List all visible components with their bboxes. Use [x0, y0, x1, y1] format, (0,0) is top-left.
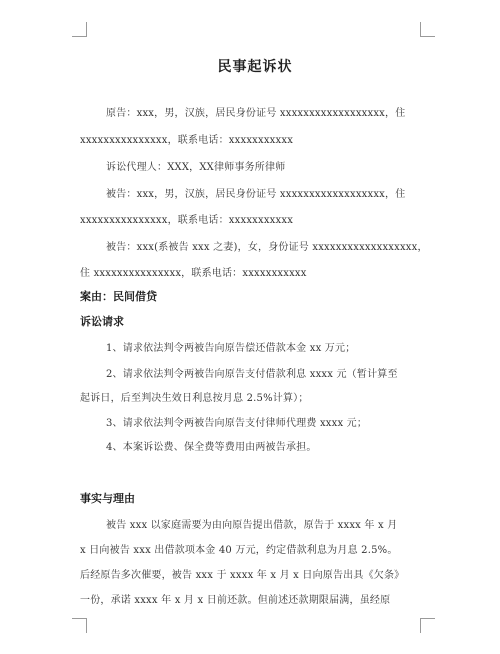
facts-heading: 事实与理由 [80, 492, 135, 505]
facts-line-3: 后经原告多次催要，被告 xxx 于 xxxx 年 x 月 x 日向原告出具《欠条》 [80, 570, 405, 581]
defendant-1-line-2: xxxxxxxxxxxxxxx，联系电话：xxxxxxxxxxx [80, 215, 294, 226]
plaintiff-line-2: xxxxxxxxxxxxxxx，联系电话：xxxxxxxxxxx [80, 135, 294, 146]
defendant-1-line-1: 被告：xxx，男，汉族，居民身份证号 xxxxxxxxxxxxxxxxxx，住 [106, 189, 406, 200]
facts-line-4: 一份，承诺 xxxx 年 x 月 x 日前还款。但前述还款期限届满，虽经原 [80, 595, 391, 606]
litigation-agent: 诉讼代理人：XXX，XX律师事务所律师 [106, 162, 286, 173]
facts-line-2: x 日向被告 xxx 出借款项本金 40 万元，约定借款利息为月息 2.5%。 [80, 545, 398, 556]
crop-mark-bottom-left [72, 618, 87, 633]
claim-2-line-1: 2、请求依法判令两被告向原告支付借款利息 xxxx 元（暂计算至 [106, 369, 398, 380]
crop-mark-top-right [420, 22, 435, 37]
defendant-2-line-1: 被告：xxx(系被告 xxx 之妻)，女，身份证号 xxxxxxxxxxxxxxxxxx， [106, 242, 428, 253]
document-title: 民事起诉状 [217, 59, 293, 75]
defendant-2-line-2: 住 xxxxxxxxxxxxxxx，联系电话：xxxxxxxxxxx [80, 268, 307, 279]
claim-4: 4、本案诉讼费、保全费等费用由两被告承担。 [106, 442, 317, 453]
claim-1: 1、请求依法判令两被告向原告偿还借款本金 xx 万元； [106, 343, 356, 354]
claims-heading: 诉讼请求 [80, 315, 124, 328]
crop-mark-top-left [72, 22, 87, 37]
crop-mark-bottom-right [420, 618, 435, 633]
facts-line-1: 被告 xxx 以家庭需要为由向原告提出借款，原告于 xxxx 年 x 月 [106, 520, 398, 531]
case-cause: 案由：民间借贷 [80, 290, 157, 303]
claim-3: 3、请求依法判令两被告向原告支付律师代理费 xxxx 元； [106, 418, 368, 429]
plaintiff-line-1: 原告：xxx，男，汉族，居民身份证号 xxxxxxxxxxxxxxxxxx，住 [106, 108, 406, 119]
claim-2-line-2: 起诉日，后至判决生效日利息按月息 2.5%计算）； [80, 393, 309, 404]
